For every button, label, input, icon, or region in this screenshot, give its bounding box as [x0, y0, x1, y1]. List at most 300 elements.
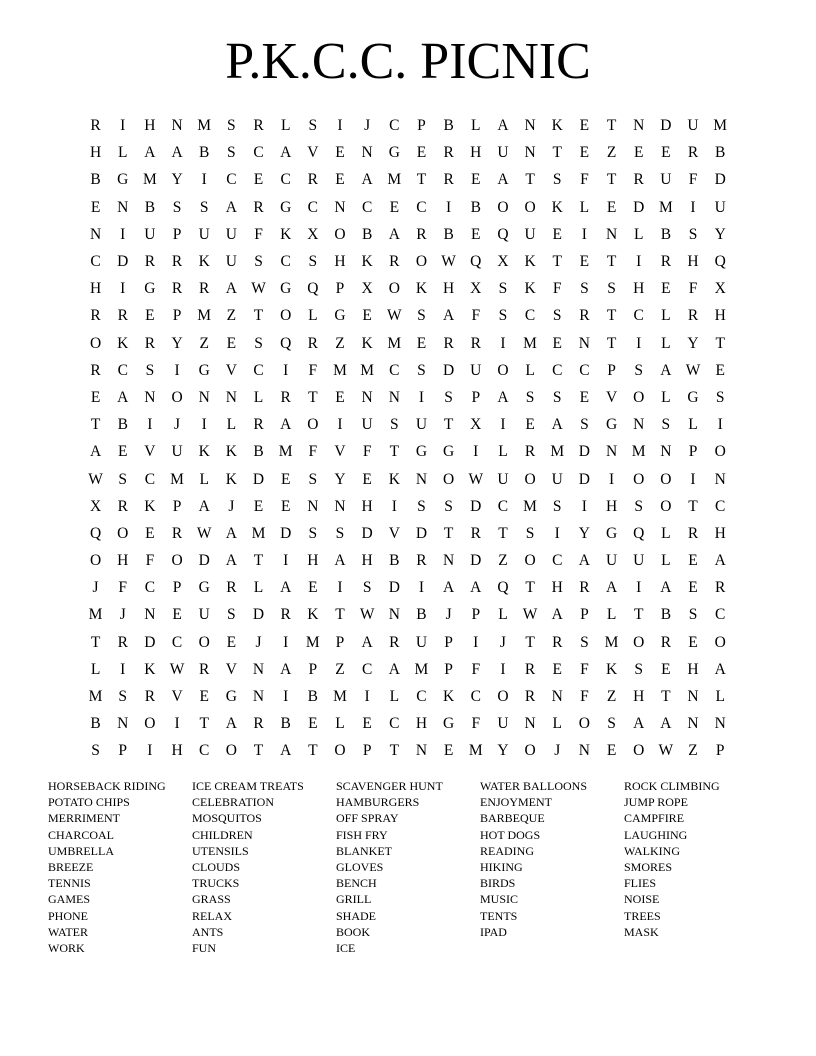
grid-letter: I [473, 633, 479, 651]
grid-letter: M [468, 742, 483, 760]
grid-letter: H [714, 524, 726, 542]
grid-letter: C [416, 688, 427, 706]
grid-letter: T [335, 606, 345, 624]
grid-row [82, 601, 734, 628]
grid-letter: P [335, 633, 345, 651]
grid-letter: P [444, 633, 453, 651]
grid-letter: M [333, 361, 347, 379]
grid-letter: E [552, 660, 562, 678]
grid-letter: S [525, 524, 535, 542]
grid-letter: E [688, 633, 698, 651]
grid-letter: R [579, 579, 590, 597]
grid-letter: E [308, 579, 318, 597]
grid-letter: L [280, 117, 291, 135]
grid-letter: R [715, 579, 726, 597]
grid-letter: S [417, 307, 426, 325]
word-list-item: BENCH [336, 876, 377, 891]
word-search-grid [82, 112, 734, 765]
grid-letter: D [443, 361, 455, 379]
grid-letter: C [715, 606, 726, 624]
grid-letter: K [443, 688, 455, 706]
grid-letter: N [687, 688, 699, 706]
grid-letter: A [334, 552, 346, 570]
grid-letter: J [499, 633, 506, 651]
grid-letter: N [551, 688, 563, 706]
grid-letter: W [441, 253, 456, 271]
grid-letter: S [552, 171, 562, 189]
grid-letter: O [415, 253, 428, 271]
grid-letter: H [470, 144, 482, 162]
grid-letter: N [361, 388, 373, 406]
grid-letter: K [144, 660, 156, 678]
grid-letter: A [225, 524, 237, 542]
grid-letter: M [550, 443, 565, 461]
grid-letter: V [307, 144, 319, 162]
grid-letter: T [661, 688, 671, 706]
grid-letter: M [142, 171, 157, 189]
grid-letter: E [172, 606, 182, 624]
grid-letter: O [497, 198, 509, 216]
grid-letter: E [308, 715, 318, 733]
grid-letter: L [90, 660, 101, 678]
grid-letter: O [497, 361, 509, 379]
grid-letter: M [251, 524, 266, 542]
grid-letter: F [688, 280, 698, 298]
grid-letter: R [416, 552, 427, 570]
grid-letter: H [714, 307, 726, 325]
grid-letter: O [388, 280, 400, 298]
word-list-item: ICE [336, 941, 356, 956]
word-list-item: UTENSILS [192, 843, 249, 858]
grid-row [82, 710, 734, 737]
grid-letter: T [253, 307, 264, 325]
grid-letter: D [198, 552, 210, 570]
grid-letter: M [88, 688, 103, 706]
word-list-item: READING [480, 843, 534, 858]
grid-letter: U [687, 117, 699, 135]
grid-letter: F [471, 715, 481, 733]
grid-letter: J [92, 579, 99, 597]
grid-letter: U [415, 416, 428, 434]
grid-letter: I [201, 416, 207, 434]
grid-letter: M [523, 334, 537, 352]
grid-letter: M [333, 688, 347, 706]
grid-letter: H [307, 552, 319, 570]
grid-letter: E [335, 144, 345, 162]
grid-letter: C [552, 552, 563, 570]
grid-letter: J [119, 606, 126, 624]
word-list-item: MUSIC [480, 892, 519, 907]
grid-letter: T [552, 253, 562, 271]
grid-letter: C [117, 361, 128, 379]
grid-letter: N [144, 606, 156, 624]
grid-letter: T [688, 497, 698, 515]
grid-letter: R [443, 171, 454, 189]
grid-letter: S [444, 388, 453, 406]
grid-letter: I [283, 688, 289, 706]
grid-letter: R [389, 633, 400, 651]
grid-letter: F [308, 443, 318, 461]
grid-letter: S [227, 117, 236, 135]
grid-row [82, 411, 734, 438]
grid-letter: X [497, 253, 509, 271]
grid-letter: D [578, 443, 590, 461]
grid-letter: M [197, 307, 212, 325]
grid-letter: E [335, 171, 345, 189]
grid-letter: S [444, 497, 453, 515]
grid-letter: C [280, 253, 291, 271]
grid-letter: S [417, 497, 426, 515]
grid-letter: K [524, 253, 536, 271]
grid-letter: S [580, 633, 589, 651]
grid-letter: W [251, 280, 266, 298]
grid-letter: B [416, 606, 427, 624]
grid-letter: N [633, 117, 645, 135]
grid-letter: G [605, 416, 618, 434]
grid-letter: V [225, 660, 237, 678]
grid-letter: E [389, 198, 400, 216]
grid-letter: S [118, 470, 128, 488]
grid-letter: T [199, 715, 209, 733]
grid-letter: C [389, 117, 400, 135]
grid-letter: R [687, 524, 699, 542]
grid-letter: J [364, 117, 371, 135]
word-list-item: BREEZE [48, 860, 94, 875]
grid-letter: I [581, 225, 587, 243]
grid-letter: B [660, 606, 672, 624]
grid-letter: S [118, 688, 128, 706]
grid-letter: L [661, 524, 671, 542]
grid-letter: K [225, 470, 237, 488]
word-list-column [624, 778, 768, 956]
grid-row [82, 194, 734, 221]
grid-letter: T [253, 552, 264, 570]
grid-letter: N [89, 225, 102, 243]
grid-letter: L [552, 715, 562, 733]
grid-letter: E [145, 524, 155, 542]
word-list-item: MOSQUITOS [192, 811, 262, 826]
grid-letter: O [497, 688, 509, 706]
grid-letter: H [144, 117, 156, 135]
grid-letter: U [551, 470, 563, 488]
grid-row [82, 302, 734, 329]
grid-letter: R [552, 633, 563, 651]
grid-letter: C [552, 361, 563, 379]
grid-letter: L [253, 388, 264, 406]
grid-letter: B [443, 225, 454, 243]
word-list-item: ANTS [192, 924, 224, 939]
grid-letter: W [468, 470, 484, 488]
grid-letter: Q [714, 253, 726, 271]
grid-letter: R [524, 443, 536, 461]
grid-letter: I [364, 688, 370, 706]
grid-letter: A [633, 715, 645, 733]
grid-letter: K [605, 660, 618, 678]
grid-letter: C [280, 171, 291, 189]
word-list-item: CHARCOAL [48, 827, 115, 842]
grid-letter: R [579, 307, 590, 325]
grid-letter: W [196, 524, 212, 542]
word-list-item: CHILDREN [192, 827, 253, 842]
grid-letter: C [90, 253, 101, 271]
grid-letter: G [144, 280, 156, 298]
grid-letter: H [361, 497, 373, 515]
grid-letter: A [660, 715, 672, 733]
grid-letter: L [579, 198, 590, 216]
grid-letter: T [308, 742, 318, 760]
grid-letter: W [685, 361, 701, 379]
grid-letter: M [387, 171, 402, 189]
grid-letter: P [335, 280, 345, 298]
word-list-item: TREES [624, 908, 661, 923]
grid-letter: R [253, 416, 264, 434]
grid-letter: E [362, 307, 372, 325]
word-list-item: TENNIS [48, 876, 91, 891]
grid-letter: U [633, 552, 645, 570]
grid-letter: F [580, 688, 589, 706]
grid-letter: I [446, 198, 452, 216]
grid-letter: D [388, 579, 400, 597]
grid-letter: S [715, 388, 725, 406]
grid-letter: G [443, 443, 455, 461]
grid-letter: U [198, 606, 210, 624]
grid-letter: D [470, 497, 482, 515]
grid-letter: B [660, 225, 672, 243]
grid-letter: V [225, 361, 237, 379]
grid-letter: U [225, 253, 237, 271]
grid-letter: E [715, 361, 725, 379]
grid-letter: P [118, 742, 128, 760]
grid-letter: U [361, 416, 373, 434]
grid-letter: D [633, 198, 645, 216]
grid-letter: O [633, 633, 645, 651]
grid-letter: H [117, 552, 129, 570]
grid-letter: E [471, 171, 481, 189]
grid-letter: N [714, 715, 726, 733]
grid-row [82, 112, 734, 139]
grid-letter: A [280, 144, 292, 162]
grid-letter: C [715, 497, 726, 515]
grid-letter: R [687, 307, 699, 325]
grid-letter: U [524, 225, 536, 243]
grid-letter: B [253, 443, 264, 461]
grid-letter: K [198, 443, 210, 461]
grid-letter: N [252, 688, 265, 706]
grid-letter: Q [470, 253, 482, 271]
word-list-item: WATER [48, 924, 88, 939]
grid-letter: E [688, 579, 698, 597]
grid-letter: R [90, 361, 101, 379]
grid-letter: I [174, 715, 180, 733]
grid-letter: R [307, 334, 318, 352]
grid-letter: S [552, 497, 562, 515]
grid-letter: S [254, 253, 263, 271]
grid-letter: I [636, 579, 642, 597]
grid-letter: S [661, 416, 671, 434]
grid-letter: V [334, 443, 346, 461]
grid-letter: T [606, 253, 617, 271]
grid-letter: R [144, 253, 156, 271]
grid-letter: A [551, 606, 563, 624]
grid-letter: R [660, 253, 672, 271]
grid-letter: T [525, 633, 535, 651]
grid-letter: D [415, 524, 428, 542]
word-list-column [336, 778, 480, 956]
grid-letter: J [174, 416, 181, 434]
grid-letter: S [634, 361, 644, 379]
grid-letter: E [90, 388, 101, 406]
grid-letter: R [144, 688, 156, 706]
grid-letter: C [579, 361, 590, 379]
grid-letter: P [444, 660, 453, 678]
grid-letter: R [199, 280, 210, 298]
word-list-item: ENJOYMENT [480, 795, 552, 810]
grid-letter: A [89, 443, 102, 461]
grid-letter: Y [497, 742, 509, 760]
word-list-item: FLIES [624, 876, 657, 891]
grid-letter: R [470, 334, 481, 352]
grid-letter: O [633, 470, 645, 488]
word-list-item: BOOK [336, 924, 371, 939]
grid-letter: M [170, 470, 184, 488]
grid-letter: W [522, 606, 538, 624]
grid-letter: W [359, 606, 375, 624]
grid-letter: O [524, 552, 536, 570]
grid-letter: Y [578, 524, 590, 542]
word-list-item: IPAD [480, 924, 507, 939]
grid-letter: B [715, 144, 726, 162]
grid-letter: E [552, 225, 562, 243]
grid-letter: E [362, 470, 372, 488]
grid-letter: P [580, 606, 589, 624]
grid-row [82, 737, 734, 764]
word-list-item: OFF SPRAY [336, 811, 399, 826]
grid-letter: H [89, 144, 102, 162]
grid-letter: B [307, 688, 318, 706]
grid-row [82, 275, 734, 302]
grid-letter: J [255, 633, 262, 651]
grid-letter: I [147, 416, 153, 434]
grid-letter: R [470, 524, 481, 542]
grid-letter: C [470, 688, 481, 706]
grid-letter: S [498, 280, 508, 298]
grid-letter: N [117, 198, 129, 216]
grid-letter: B [90, 715, 101, 733]
grid-letter: E [661, 144, 671, 162]
grid-letter: S [389, 416, 399, 434]
grid-letter: N [252, 660, 265, 678]
grid-letter: A [470, 579, 482, 597]
grid-letter: P [172, 579, 182, 597]
grid-letter: L [335, 715, 345, 733]
grid-letter: F [688, 171, 698, 189]
grid-row [82, 166, 734, 193]
grid-letter: K [524, 280, 536, 298]
word-list-item: CAMPFIRE [624, 811, 685, 826]
grid-letter: A [551, 416, 563, 434]
grid-letter: A [225, 280, 237, 298]
grid-letter: V [171, 688, 183, 706]
grid-letter: X [307, 225, 319, 243]
grid-row [82, 574, 734, 601]
grid-letter: E [253, 497, 264, 515]
grid-letter: Q [633, 524, 645, 542]
page-title: P.K.C.C. PICNIC [225, 33, 591, 90]
grid-letter: R [117, 307, 128, 325]
grid-letter: N [171, 117, 183, 135]
grid-letter: N [443, 552, 455, 570]
grid-letter: E [661, 280, 671, 298]
grid-letter: A [660, 361, 672, 379]
grid-letter: T [498, 524, 508, 542]
grid-letter: Y [687, 334, 699, 352]
grid-letter: F [308, 361, 318, 379]
grid-letter: T [90, 633, 101, 651]
grid-letter: I [636, 334, 642, 352]
grid-letter: N [578, 334, 590, 352]
word-list-item: BLANKET [336, 843, 392, 858]
grid-letter: I [581, 497, 587, 515]
grid-letter: I [608, 470, 615, 488]
grid-letter: L [226, 416, 237, 434]
grid-letter: W [88, 470, 103, 488]
word-list-item: FISH FRY [336, 827, 388, 842]
grid-letter: C [497, 497, 509, 515]
grid-letter: M [631, 443, 646, 461]
grid-letter: R [171, 253, 183, 271]
grid-letter: P [715, 742, 725, 760]
grid-letter: U [225, 225, 237, 243]
grid-letter: K [551, 198, 563, 216]
grid-letter: E [90, 198, 101, 216]
grid-letter: A [280, 416, 292, 434]
grid-letter: C [144, 470, 156, 488]
grid-letter: E [118, 443, 128, 461]
grid-letter: N [524, 117, 536, 135]
grid-letter: A [225, 715, 237, 733]
grid-letter: R [524, 688, 536, 706]
grid-letter: A [388, 660, 400, 678]
word-list-item: TENTS [480, 908, 518, 923]
grid-letter: O [171, 552, 183, 570]
grid-letter: Z [335, 334, 345, 352]
grid-letter: R [307, 171, 318, 189]
grid-letter: B [443, 117, 454, 135]
grid-letter: L [661, 388, 671, 406]
grid-letter: I [418, 388, 425, 406]
grid-letter: V [144, 443, 156, 461]
grid-letter: L [661, 552, 671, 570]
grid-letter: B [280, 715, 291, 733]
grid-letter: U [144, 225, 156, 243]
grid-letter: L [118, 144, 128, 162]
grid-letter: S [580, 280, 589, 298]
grid-letter: T [90, 416, 101, 434]
grid-letter: D [252, 606, 265, 624]
grid-letter: U [497, 715, 509, 733]
grid-letter: G [334, 307, 346, 325]
grid-letter: E [416, 334, 427, 352]
word-list-item: FUN [192, 941, 217, 956]
word-list-column [48, 778, 192, 956]
grid-letter: N [605, 443, 618, 461]
grid-letter: R [90, 307, 101, 325]
grid-letter: S [688, 225, 698, 243]
word-list-item: GRILL [336, 892, 372, 907]
grid-letter: I [283, 361, 289, 379]
word-list-item: WALKING [624, 843, 680, 858]
grid-letter: N [524, 715, 536, 733]
